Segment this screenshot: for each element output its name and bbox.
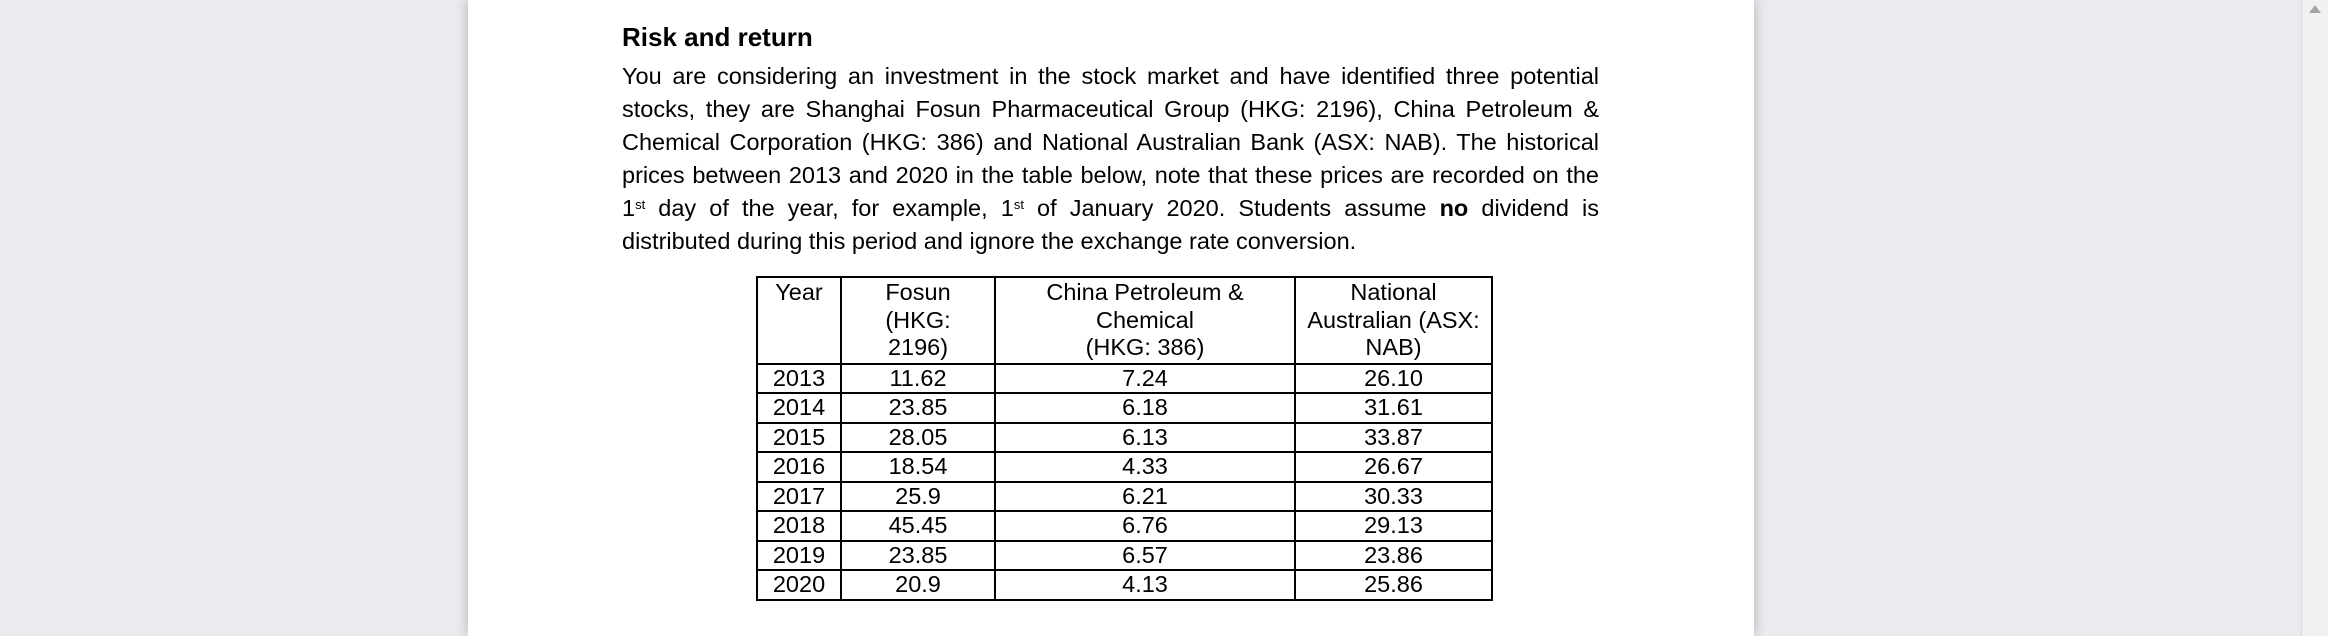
table-row bbox=[757, 423, 1492, 453]
cell-year: 2019 bbox=[757, 541, 841, 571]
table-row bbox=[757, 570, 1492, 600]
cell-nab: 31.61 bbox=[1295, 393, 1492, 423]
cell-year: 2015 bbox=[757, 423, 841, 453]
cell-fosun: 28.05 bbox=[841, 423, 995, 453]
cell-year: 2016 bbox=[757, 452, 841, 482]
cell-china-petroleum: 6.21 bbox=[995, 482, 1295, 512]
cell-china-petroleum: 6.18 bbox=[995, 393, 1295, 423]
cell-year: 2013 bbox=[757, 364, 841, 394]
vertical-scrollbar[interactable] bbox=[2301, 0, 2328, 636]
cell-year: 2018 bbox=[757, 511, 841, 541]
cell-fosun: 23.85 bbox=[841, 541, 995, 571]
cell-nab: 29.13 bbox=[1295, 511, 1492, 541]
ordinal-suffix-2: st bbox=[1013, 197, 1024, 212]
cell-fosun: 18.54 bbox=[841, 452, 995, 482]
table-header-row bbox=[757, 277, 1492, 364]
price-table bbox=[756, 276, 1493, 601]
header-year: Year bbox=[757, 277, 841, 364]
paragraph-text-1: You are considering an investment in the stock market and have identified three potential stocks, they are Shanghai Fosun Pharmaceutical Group (HKG: 2196), China Petroleum & Chemical Corporation (HKG: 386) and National Australian Bank (ASX: NAB). The historical prices between 2013 and 2020 in the table below, note that these prices are recorded on the 1 bbox=[622, 63, 1599, 221]
table-row bbox=[757, 452, 1492, 482]
paragraph-text-2: day of the year, for example, 1 bbox=[645, 195, 1014, 221]
cell-nab: 30.33 bbox=[1295, 482, 1492, 512]
cell-fosun: 45.45 bbox=[841, 511, 995, 541]
cell-nab: 25.86 bbox=[1295, 570, 1492, 600]
cell-year: 2017 bbox=[757, 482, 841, 512]
cell-fosun: 20.9 bbox=[841, 570, 995, 600]
cell-nab: 26.10 bbox=[1295, 364, 1492, 394]
table-row bbox=[757, 482, 1492, 512]
section-heading: Risk and return bbox=[622, 22, 813, 52]
body-paragraph bbox=[622, 60, 1599, 258]
ordinal-suffix-1: st bbox=[635, 197, 646, 212]
paragraph-text-3: of January 2020. Students assume bbox=[1023, 195, 1440, 221]
cell-fosun: 25.9 bbox=[841, 482, 995, 512]
cell-fosun: 23.85 bbox=[841, 393, 995, 423]
header-fosun: Fosun (HKG: 2196) bbox=[841, 277, 995, 364]
paragraph-text-4: dividend is distributed during this period and ignore the exchange rate conversion. bbox=[622, 195, 1599, 254]
cell-china-petroleum: 4.13 bbox=[995, 570, 1295, 600]
header-nab: National Australian (ASX: NAB) bbox=[1295, 277, 1492, 364]
cell-nab: 23.86 bbox=[1295, 541, 1492, 571]
cell-year: 2014 bbox=[757, 393, 841, 423]
cell-china-petroleum: 6.13 bbox=[995, 423, 1295, 453]
triangle-up-icon bbox=[2309, 5, 2321, 13]
table-row bbox=[757, 511, 1492, 541]
cell-nab: 33.87 bbox=[1295, 423, 1492, 453]
cell-china-petroleum: 4.33 bbox=[995, 452, 1295, 482]
table-row bbox=[757, 541, 1492, 571]
document-page bbox=[468, 0, 1754, 636]
cell-fosun: 11.62 bbox=[841, 364, 995, 394]
cell-nab: 26.67 bbox=[1295, 452, 1492, 482]
paragraph-bold-word: no bbox=[1439, 195, 1469, 221]
table-row bbox=[757, 364, 1492, 394]
cell-china-petroleum: 6.57 bbox=[995, 541, 1295, 571]
cell-year: 2020 bbox=[757, 570, 841, 600]
cell-china-petroleum: 7.24 bbox=[995, 364, 1295, 394]
header-china-petroleum: China Petroleum & Chemical (HKG: 386) bbox=[995, 277, 1295, 364]
table-row bbox=[757, 393, 1492, 423]
cell-china-petroleum: 6.76 bbox=[995, 511, 1295, 541]
page-content bbox=[622, 20, 1599, 597]
scroll-up-button[interactable] bbox=[2302, 0, 2328, 18]
